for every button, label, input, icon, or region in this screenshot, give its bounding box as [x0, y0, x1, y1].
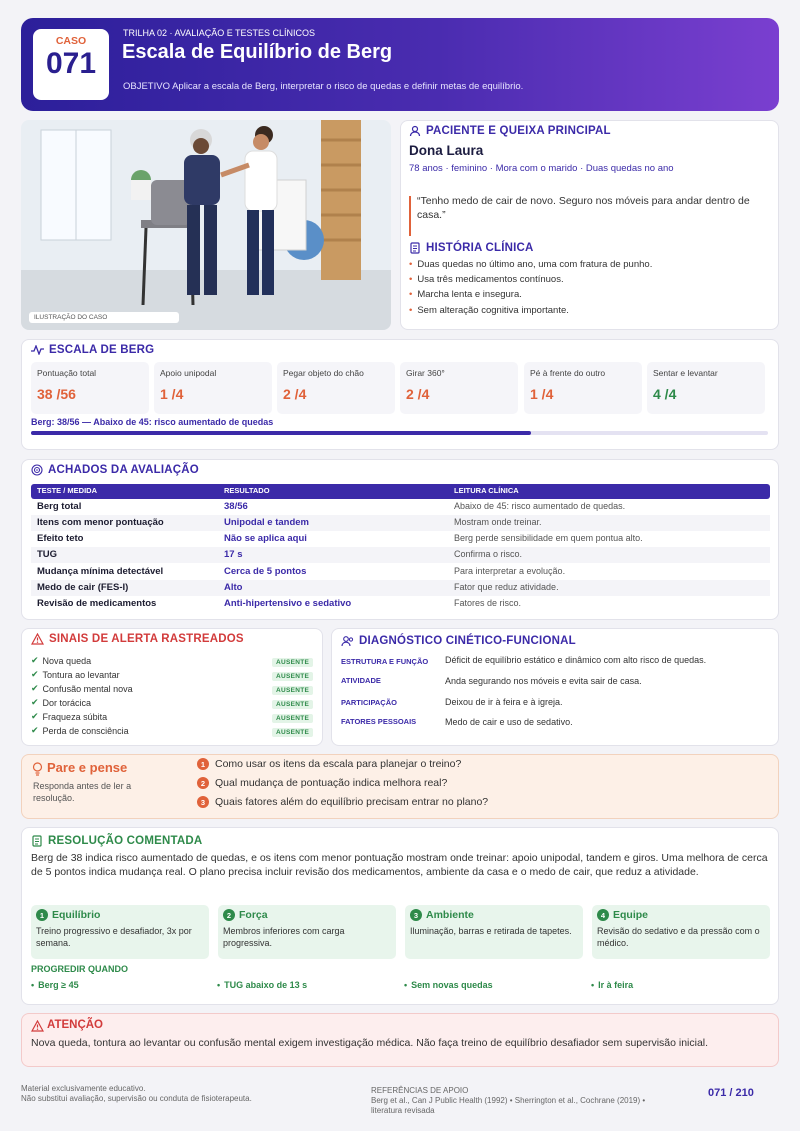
warning-icon — [31, 1020, 44, 1032]
berg-item-turn — [400, 362, 518, 414]
plan-box-title: Equilíbrio — [52, 909, 101, 921]
alert-item — [31, 669, 120, 680]
diagnosis-section-title: DIAGNÓSTICO CINÉTICO-FUNCIONAL — [359, 635, 576, 647]
history-header — [409, 242, 534, 254]
history-item: • Usa três medicamentos contínuos. — [409, 274, 564, 285]
cell-result: Alto — [224, 582, 243, 593]
berg-note: Berg: 38/56 — Abaixo de 45: risco aumentado de quedas — [31, 417, 274, 427]
photo-caption: ILUSTRAÇÃO DO CASO — [29, 312, 179, 323]
table-row — [31, 499, 770, 515]
check-icon: ✔ — [31, 655, 39, 665]
findings-header — [31, 464, 199, 476]
alert-item — [31, 683, 133, 694]
diagnosis-value: Deixou de ir à feira e à igreja. — [445, 697, 563, 707]
history-item: • Marcha lenta e insegura. — [409, 289, 522, 300]
progress-title: PROGREDIR QUANDO — [31, 964, 129, 974]
cell-reading: Fator que reduz atividade. — [454, 582, 559, 592]
pulse-icon — [31, 345, 44, 355]
plan-box-team — [592, 905, 770, 959]
berg-item-value: 4 /4 — [653, 386, 677, 402]
diagnosis-key: ATIVIDADE — [341, 676, 381, 685]
berg-item-sit-stand — [647, 362, 765, 414]
status-badge: AUSENTE — [272, 700, 313, 709]
diagnosis-value: Medo de cair e uso de sedativo. — [445, 717, 573, 727]
case-number: 071 — [45, 47, 97, 80]
table-header — [31, 484, 770, 499]
diagnosis-key: ESTRUTURA E FUNÇÃO — [341, 657, 429, 666]
plan-box-strength — [218, 905, 396, 959]
cell-result: 38/56 — [224, 501, 248, 512]
berg-item-label: Girar 360° — [406, 368, 445, 378]
alert-item — [31, 711, 107, 722]
berg-item-value: 2 /4 — [406, 386, 430, 402]
patient-info: 78 anos · feminino · Mora com o marido · Duas quedas no ano — [409, 163, 674, 174]
case-label: CASO — [55, 35, 87, 47]
patient-name: Dona Laura — [409, 143, 484, 158]
table-row — [31, 596, 770, 612]
check-icon: ✔ — [31, 725, 39, 735]
plan-box-header — [223, 909, 268, 921]
plan-box-number: 4 — [597, 909, 609, 921]
plan-box-text: Membros inferiores com carga progressiva. — [223, 926, 345, 948]
berg-progress-fill — [31, 431, 531, 435]
cell-test: Revisão de medicamentos — [37, 598, 157, 609]
cell-result: Cerca de 5 pontos — [224, 566, 307, 577]
target-icon — [31, 464, 43, 476]
plan-box-number: 1 — [36, 909, 48, 921]
cell-test: Itens com menor pontuação — [37, 517, 164, 528]
berg-item-label: Pontuação total — [37, 368, 97, 378]
disclaimer-line: Não substitui avaliação, supervisão ou conduta de fisioterapeuta. — [21, 1094, 252, 1103]
question-number: 2 — [197, 777, 209, 789]
column-header: RESULTADO — [224, 486, 270, 495]
berg-item-value: 38 /56 — [37, 386, 76, 402]
history-item: • Sem alteração cognitiva importante. — [409, 305, 569, 316]
page-number: 071 / 210 — [708, 1087, 754, 1099]
plan-box-environment — [405, 905, 583, 959]
think-title: Pare e pense — [47, 760, 128, 775]
cell-reading: Fatores de risco. — [454, 598, 522, 608]
berg-item-value: 1 /4 — [160, 386, 184, 402]
references-title: REFERÊNCIAS DE APOIO — [371, 1086, 469, 1095]
progress-item: • Berg ≥ 45 — [31, 980, 79, 990]
question-text: Quais fatores além do equilíbrio precisam entrar no plano? — [215, 796, 489, 808]
cell-test: Berg total — [37, 501, 82, 512]
progress-item: • Sem novas quedas — [404, 980, 493, 990]
person-icon — [409, 125, 421, 137]
check-icon: ✔ — [31, 669, 39, 679]
plan-box-text: Treino progressivo e desafiador, 3x por semana. — [36, 926, 192, 948]
quote-bar — [409, 196, 411, 236]
patient-quote: “Tenho medo de cair de novo. Seguro nos móveis para andar dentro de casa.” — [417, 195, 750, 221]
cell-test: Mudança mínima detectável — [37, 566, 164, 577]
plan-box-title: Força — [239, 909, 268, 921]
diagnosis-key: PARTICIPAÇÃO — [341, 698, 397, 707]
diagnosis-header — [341, 635, 576, 647]
status-badge: AUSENTE — [272, 728, 313, 737]
resolution-header — [31, 835, 202, 847]
berg-item-unipodal — [154, 362, 272, 414]
document-icon — [409, 242, 421, 254]
warning-icon — [31, 633, 44, 645]
case-illustration — [21, 120, 391, 330]
references-text: Berg et al., Can J Public Health (1992) • Sherrington et al., Cochrane (2019) • literatura revisada — [371, 1096, 646, 1115]
plan-box-header — [36, 909, 100, 921]
plan-box-title: Ambiente — [426, 909, 474, 921]
alert-label: Confusão mental nova — [42, 683, 133, 694]
column-header: LEITURA CLÍNICA — [454, 486, 519, 495]
berg-item-tandem — [524, 362, 642, 414]
cell-reading: Mostram onde treinar. — [454, 517, 542, 527]
patient-section-title: PACIENTE E QUEIXA PRINCIPAL — [426, 125, 611, 137]
cell-result: Anti-hipertensivo e sedativo — [224, 598, 352, 609]
question-item — [197, 777, 447, 789]
cell-test: Medo de cair (FES-I) — [37, 582, 129, 593]
plan-box-title: Equipe — [613, 909, 649, 921]
cell-result: Unipodal e tandem — [224, 517, 309, 528]
alert-item — [31, 655, 91, 666]
diagnosis-key: FATORES PESSOAIS — [341, 717, 417, 726]
cell-test: TUG — [37, 549, 58, 560]
progress-item: • Ir à feira — [591, 980, 633, 990]
question-item — [197, 758, 461, 770]
berg-section-title: ESCALA DE BERG — [49, 344, 155, 356]
alert-label: Fraqueza súbita — [42, 711, 108, 722]
alerts-section-title: SINAIS DE ALERTA RASTREADOS — [49, 633, 244, 645]
think-subtitle: Responda antes de ler a resolução. — [33, 781, 132, 803]
cell-reading: Para interpretar a evolução. — [454, 566, 566, 576]
plan-box-text: Iluminação, barras e retirada de tapetes. — [410, 926, 572, 936]
question-text: Qual mudança de pontuação indica melhora real? — [215, 777, 448, 789]
table-row — [31, 564, 770, 580]
berg-item-value: 2 /4 — [283, 386, 307, 402]
progress-item: • TUG abaixo de 13 s — [217, 980, 307, 990]
objective-text: OBJETIVO Aplicar a escala de Berg, interpretar o risco de quedas e definir metas de equilíbrio. — [123, 81, 524, 92]
table-row — [31, 580, 770, 596]
table-row — [31, 531, 770, 547]
case-number-box — [33, 29, 109, 100]
table-row — [31, 515, 770, 531]
disclaimer-line: Material exclusivamente educativo. — [21, 1084, 146, 1093]
berg-item-label: Pé à frente do outro — [530, 368, 606, 378]
alert-label: Nova queda — [42, 655, 92, 666]
berg-item-label: Sentar e levantar — [653, 368, 718, 378]
berg-header — [31, 344, 154, 356]
plan-box-text: Revisão do sedativo e da pressão com o médico. — [597, 926, 760, 948]
check-icon: ✔ — [31, 697, 39, 707]
history-title: HISTÓRIA CLÍNICA — [426, 242, 534, 254]
footer-disclaimer — [21, 1084, 252, 1104]
cell-reading: Berg perde sensibilidade em quem pontua alto. — [454, 533, 643, 543]
alert-label: Dor torácica — [42, 697, 92, 708]
cell-test: Efeito teto — [37, 533, 84, 544]
plan-box-number: 3 — [410, 909, 422, 921]
alerts-header — [31, 633, 244, 645]
table-row — [31, 547, 770, 563]
diagnosis-value: Anda segurando nos móveis e evita sair de casa. — [445, 676, 642, 686]
footer-references — [371, 1086, 671, 1116]
resolution-section-title: RESOLUÇÃO COMENTADA — [48, 835, 203, 847]
question-text: Como usar os itens da escala para planejar o treino? — [215, 758, 462, 770]
attention-title: ATENÇÃO — [47, 1019, 104, 1031]
trail-label: TRILHA 02 · AVALIAÇÃO E TESTES CLÍNICOS — [123, 28, 316, 38]
diagnosis-value: Déficit de equilíbrio estático e dinâmico com alto risco de quedas. — [445, 655, 707, 665]
berg-item-pick-object — [277, 362, 395, 414]
alert-item — [31, 697, 91, 708]
question-number: 1 — [197, 758, 209, 770]
plan-box-number: 2 — [223, 909, 235, 921]
patient-header — [409, 125, 611, 137]
check-icon: ✔ — [31, 711, 39, 721]
question-number: 3 — [197, 796, 209, 808]
alert-label: Perda de consciência — [42, 725, 129, 736]
status-badge: AUSENTE — [272, 714, 313, 723]
lightbulb-icon — [32, 762, 43, 776]
question-item — [197, 796, 488, 808]
berg-item-total — [31, 362, 149, 414]
history-item: • Duas quedas no último ano, uma com fratura de punho. — [409, 259, 652, 270]
attention-text: Nova queda, tontura ao levantar ou confusão mental exigem investigação médica. Não faça treino de equilíbrio desafiador sem supervisão inicial. — [31, 1037, 709, 1049]
column-header: TESTE / MEDIDA — [37, 486, 98, 495]
plan-box-header — [410, 909, 474, 921]
status-badge: AUSENTE — [272, 686, 313, 695]
people-icon — [341, 635, 354, 647]
cell-result: 17 s — [224, 549, 243, 560]
status-badge: AUSENTE — [272, 658, 313, 667]
cell-reading: Abaixo de 45: risco aumentado de quedas. — [454, 501, 626, 511]
alert-item — [31, 725, 129, 736]
berg-item-label: Pegar objeto do chão — [283, 368, 364, 378]
alert-label: Tontura ao levantar — [42, 669, 120, 680]
resolution-text: Berg de 38 indica risco aumentado de quedas, e os itens com menor pontuação mostram onde treinar: apoio unipodal, tandem e giros. Uma melhora de cerca de 5 pontos indica mudança real. O plano precisa incluir revisão dos medicamentos, ambiente da casa e o medo de cair, que reduz a atividade. — [31, 852, 768, 878]
cell-result: Não se aplica aqui — [224, 533, 307, 544]
findings-section-title: ACHADOS DA AVALIAÇÃO — [48, 464, 199, 476]
status-badge: AUSENTE — [272, 672, 313, 681]
check-icon: ✔ — [31, 683, 39, 693]
berg-item-value: 1 /4 — [530, 386, 554, 402]
document-icon — [31, 835, 43, 847]
page-title: Escala de Equilíbrio de Berg — [122, 41, 393, 63]
plan-box-balance — [31, 905, 209, 959]
berg-item-label: Apoio unipodal — [160, 368, 217, 378]
cell-reading: Confirma o risco. — [454, 549, 523, 559]
plan-box-header — [597, 909, 648, 921]
